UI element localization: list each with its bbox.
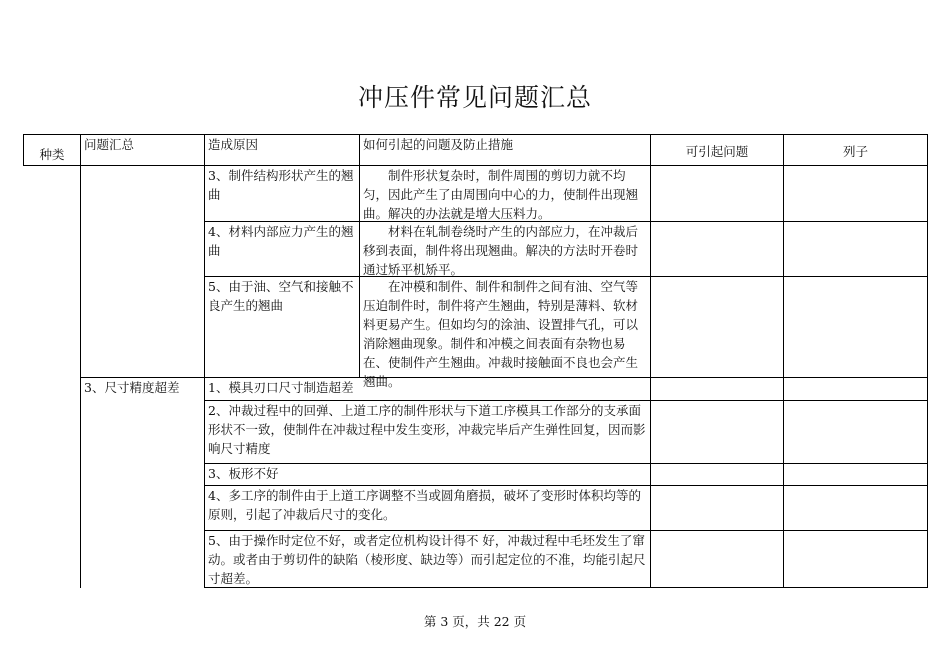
cause-cell: 4、材料内部应力产生的翘曲: [208, 224, 354, 258]
problem-summary-cell: 3、尺寸精度超差: [84, 380, 180, 395]
header-example: 列子: [842, 144, 868, 159]
grid-line: [783, 134, 784, 588]
cause-wide-cell: 4、多工序的制件由于上道工序调整不当或圆角磨损，破坏了变形时体积均等的原则，引起了冲裁后尺寸的变化。: [208, 488, 641, 522]
cause-wide-cell: 5、由于操作时定位不好，或者定位机构设计得不 好，冲裁过程中毛坯发生了窜动。或者由于剪切件的缺陷（棱形度、缺边等）而引起定位的不准，均能引起尺寸超差。: [208, 533, 646, 586]
grid-line: [650, 134, 651, 588]
cause-wide-cell: 1、模具刃口尺寸制造超差: [208, 380, 354, 395]
cause-cell: 5、由于油、空气和接触不良产生的翘曲: [208, 279, 354, 313]
header-category: 种类: [39, 147, 65, 162]
header-cause: 造成原因: [208, 137, 259, 152]
grid-line: [80, 134, 81, 588]
measure-cell: 在冲模和制件、制件和制件之间有油、空气等压迫制件时，制件将产生翘曲，特别是薄料、软材料更易产生。但如均匀的涂油、设置排气孔，可以消除翘曲现象。制件和冲模之间表面有杂物也易在、使制件产生翘曲。冲裁时接触面不良也会产生翘曲。: [363, 279, 639, 389]
page-title: 冲压件常见问题汇总: [357, 83, 592, 112]
header-problem-summary: 问题汇总: [84, 137, 135, 152]
cause-wide-cell: 2、冲裁过程中的回弹、上道工序的制件形状与下道工序模具工作部分的支承面形状不一致，使制件在冲裁过程中发生变形，冲裁完毕后产生弹性回复，因而影响尺寸精度: [208, 403, 646, 456]
grid-line: [204, 587, 928, 588]
grid-line: [927, 134, 928, 588]
cause-cell: 3、制件结构形状产生的翘曲: [208, 168, 354, 202]
header-measures: 如何引起的问题及防止措施: [363, 137, 514, 152]
measure-cell: 制件形状复杂时，制件周围的剪切力就不均匀，因此产生了由周围向中心的力，使制件出现翘曲。解决的办法就是增大压料力。: [363, 168, 639, 221]
cause-wide-cell: 3、板形不好: [208, 466, 279, 481]
measure-cell: 材料在轧制卷绕时产生的内部应力，在冲裁后移到表面，制件将出现翘曲。解决的方法时开卷时通过矫平机矫平。: [363, 224, 639, 277]
page-footer: 第 3 页，共 22 页: [423, 614, 527, 629]
header-possible-issues: 可引起问题: [685, 144, 749, 159]
